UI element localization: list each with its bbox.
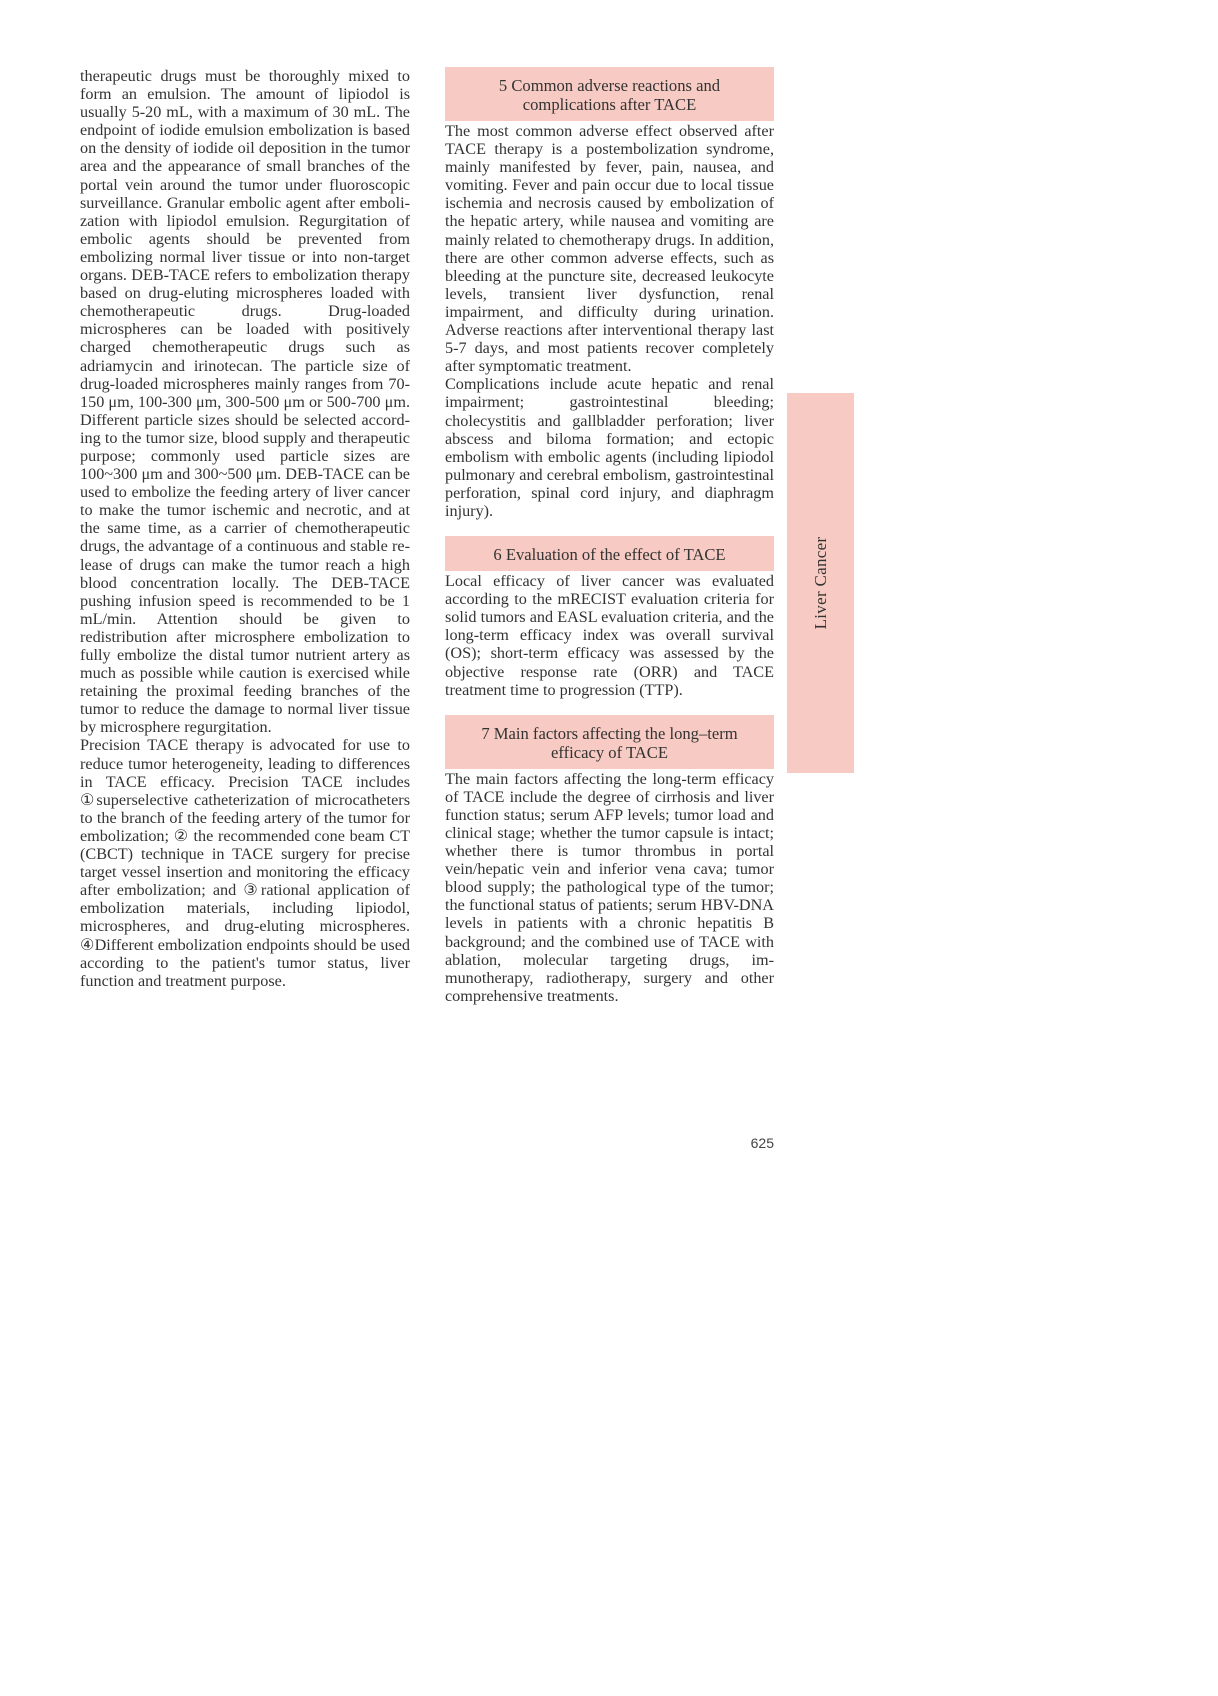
section-body <box>445 770 774 1005</box>
section-heading: 6 Evaluation of the effect of TACE <box>445 536 774 571</box>
body-paragraph: Precision TACE therapy is advocated for use to reduce tumor heterogeneity, leading to differences in TACE efficacy. Precision TACE includes ①superselective catheterization of microcatheters to the branch of the feeding artery of the tumor for embolization; ② the recommended cone beam CT (CBCT) technique in TACE surgery for precise target vessel insertion and monitoring the efficacy after embolization; and ③rational application of embolization materials, including lipiodol, microspheres, and drug-eluting microspheres. ④Different embolization endpoints should be used according to the patient's tumor status, liver function and treatment purpose. <box>80 736 410 990</box>
page-number: 625 <box>750 1135 774 1151</box>
body-paragraph: The most common adverse effect observed after TACE therapy is a postembolization syndrome, mainly manifested by fever, pain, nausea, and vomiting. Fever and pain occur due to local tissue ischemia and necrosis caused by embolization of the hepatic artery, while nausea and vomiting are mainly related to chemotherapy drugs. In addition, there are other common adverse effects, such as bleeding at the puncture site, decreased leukocyte levels, transient liver dysfunction, renal impairment, and difficulty during urination. Adverse reactions after interventional therapy last 5-7 days, and most patients recover completely after symptomatic treatment. <box>445 122 774 376</box>
section-heading: 7 Main factors affecting the long–term efficacy of TACE <box>445 715 774 769</box>
body-paragraph: Complications include acute hepatic and renal impairment; gastrointestinal bleeding; cholecystitis and gallbladder perforation; liver abscess and biloma formation; and ectopic embolism with embolic agents (including lipiodol pulmonary and cerebral embolism, gastrointestinal perforation, spinal cord injury, and diaphragm injury). <box>445 375 774 520</box>
section-spacer <box>445 520 774 536</box>
chapter-side-tab-label: Liver Cancer <box>810 536 830 630</box>
left-column <box>80 67 410 990</box>
section-body <box>445 122 774 520</box>
chapter-side-tab <box>787 393 854 773</box>
section-spacer <box>445 699 774 715</box>
body-paragraph: Local efficacy of liver cancer was evaluated according to the mRECIST evaluation criteria for solid tumors and EASL evaluation criteria, and the long-term efficacy index was overall survival (OS); short-term efficacy was assessed by the objective response rate (ORR) and TACE treatment time to progression (TTP). <box>445 572 774 699</box>
body-paragraph: The main factors affecting the long-term efficacy of TACE include the degree of cirrhosis and liver function status; serum AFP levels; tumor load and clinical stage; whether the tumor capsule is intact; whether there is tumor thrombus in portal vein/hepatic vein and inferior vena cava; tumor blood supply; the pathological type of the tumor; the functional status of patients; serum HBV-DNA levels in patients with a chronic hepatitis B background; and the combined use of TACE with ablation, molecular targeting drugs, immunotherapy, radiotherapy, surgery and other comprehensive treatments. <box>445 769 774 1005</box>
body-paragraph: therapeutic drugs must be thoroughly mixed to form an emulsion. The amount of lipiodol is usually 5-20 mL, with a maximum of 30 mL. The endpoint of iodide emulsion embolization is based on the density of iodide oil deposition in the tumor area and the appearance of small branches of the portal vein around the tumor under fluoroscopic surveillance. Granular embolic agent after embolization with lipiodol emulsion. Regurgitation of embolic agents should be prevented from embolizing normal liver tissue or into non-target organs. DEB-TACE refers to embolization therapy based on drug-eluting microspheres loaded with chemotherapeutic drugs. Drug-loaded microspheres can be loaded with positively charged chemotherapeutic drugs such as adriamycin and irinotecan. The particle size of drug-loaded microspheres mainly ranges from 70-150 μm, 100-300 μm, 300-500 μm or 500-700 μm. Different particle sizes should be selected according to the tumor size, blood supply and therapeutic purpose; commonly used particle sizes are 100~300 μm and 300~500 μm. DEB-TACE can be used to embolize the feeding artery of liver cancer to make the tumor ischemic and necrotic, and at the same time, as a carrier of chemotherapeutic drugs, the advantage of a continuous and stable release of drugs can make the tumor reach a high blood concentration locally. The DEB-TACE pushing infusion speed is recommended to be 1 mL/min. Attention should be given to redistribution after microsphere embolization to fully embolize the distal tumor nutrient artery as much as possible while caution is exercised while retaining the proximal feeding branches of the tumor to reduce the damage to normal liver tissue by microsphere regurgitation. <box>80 67 410 737</box>
section-body <box>445 572 774 699</box>
right-column <box>445 67 774 1005</box>
section-heading: 5 Common adverse reactions and complications after TACE <box>445 67 774 121</box>
